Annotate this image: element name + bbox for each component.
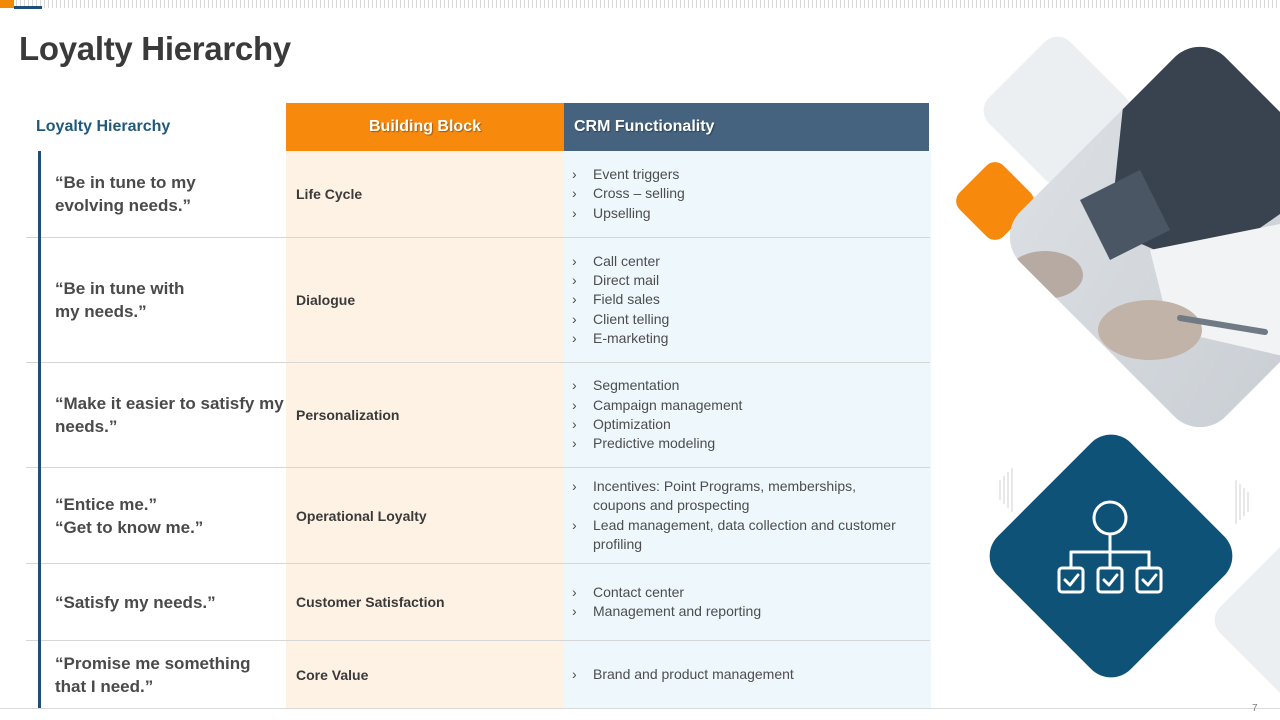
chevron-right-icon: › [572,435,577,452]
chevron-right-icon: › [572,665,577,682]
table-row [26,363,930,467]
table-row [26,151,930,237]
table-row [26,641,930,708]
list-item: › Optimization [572,415,912,434]
page-number: 7 [1252,703,1258,714]
list-item: › Field sales [572,290,912,309]
list-item: › E-marketing [572,329,912,348]
list-item: › Predictive modeling [572,434,912,453]
table-row [26,468,930,563]
chevron-right-icon: › [572,416,577,432]
chevron-right-icon: › [572,252,577,269]
chevron-right-icon: › [572,204,577,221]
top-accent-blue [14,6,42,9]
top-accent-orange [0,0,14,8]
row-quote: “Be in tune with my needs.” [55,279,185,321]
list-item: › Event triggers [572,165,912,184]
row-crm-list [572,641,912,708]
list-item: › Cross – selling [572,184,912,203]
row-building-block: Core Value [296,666,369,683]
chevron-right-icon: › [572,377,577,394]
chevron-right-icon: › [572,477,577,494]
row-quote: “Be in tune to my evolving needs.” [55,173,196,215]
chevron-right-icon: › [572,272,577,289]
row-quote: “Entice me.” “Get to know me.” [55,494,204,537]
chevron-right-icon: › [572,583,577,600]
row-building-block: Dialogue [296,292,356,308]
top-hatch-border [0,0,1280,8]
row-building-block: Life Cycle [296,186,363,202]
chevron-right-icon: › [572,185,577,202]
row-crm-list [572,238,912,362]
row-crm-list [572,363,912,467]
chevron-right-icon: › [572,396,577,413]
row-building-block: Customer Satisfaction [296,594,445,610]
loyalty-accent-bar [38,151,41,708]
decorative-graphics [940,30,1280,720]
list-item: › Call center [572,252,912,271]
row-crm-list [572,564,912,640]
list-item: › Segmentation [572,376,912,395]
row-quote: “Satisfy my needs.” [55,592,216,612]
row-quote: “Promise me something that I need.” [55,653,251,696]
list-item: › Client telling [572,310,912,329]
chevron-right-icon: › [572,310,577,327]
header-building-block: Building Block [286,103,564,151]
list-item: › Direct mail [572,271,912,290]
chevron-right-icon: › [572,166,577,183]
list-item: › Incentives: Point Programs, memberships, coupons and prospecting [572,477,856,514]
table-row [26,564,930,640]
list-item: › Campaign management [572,396,912,415]
chevron-right-icon: › [572,516,577,533]
page-title: Loyalty Hierarchy [19,30,291,67]
row-crm-list [572,151,912,237]
row-crm-list [572,468,902,563]
chevron-right-icon: › [572,291,577,308]
header-crm-functionality: CRM Functionality [564,103,929,151]
chevron-right-icon: › [572,329,577,346]
header-loyalty-hierarchy: Loyalty Hierarchy [36,118,171,135]
list-item: › Lead management, data collection and customer profiling [572,516,896,552]
list-item: › Brand and product management [572,665,912,684]
row-quote: “Make it easier to satisfy my needs.” [55,394,284,436]
list-item: › Upselling [572,204,912,223]
chevron-right-icon: › [572,603,577,619]
list-item: › Contact center [572,583,912,602]
row-building-block: Personalization [296,407,400,423]
table-row [26,238,930,362]
row-building-block: Operational Loyalty [296,507,427,524]
list-item: › Management and reporting [572,602,912,621]
